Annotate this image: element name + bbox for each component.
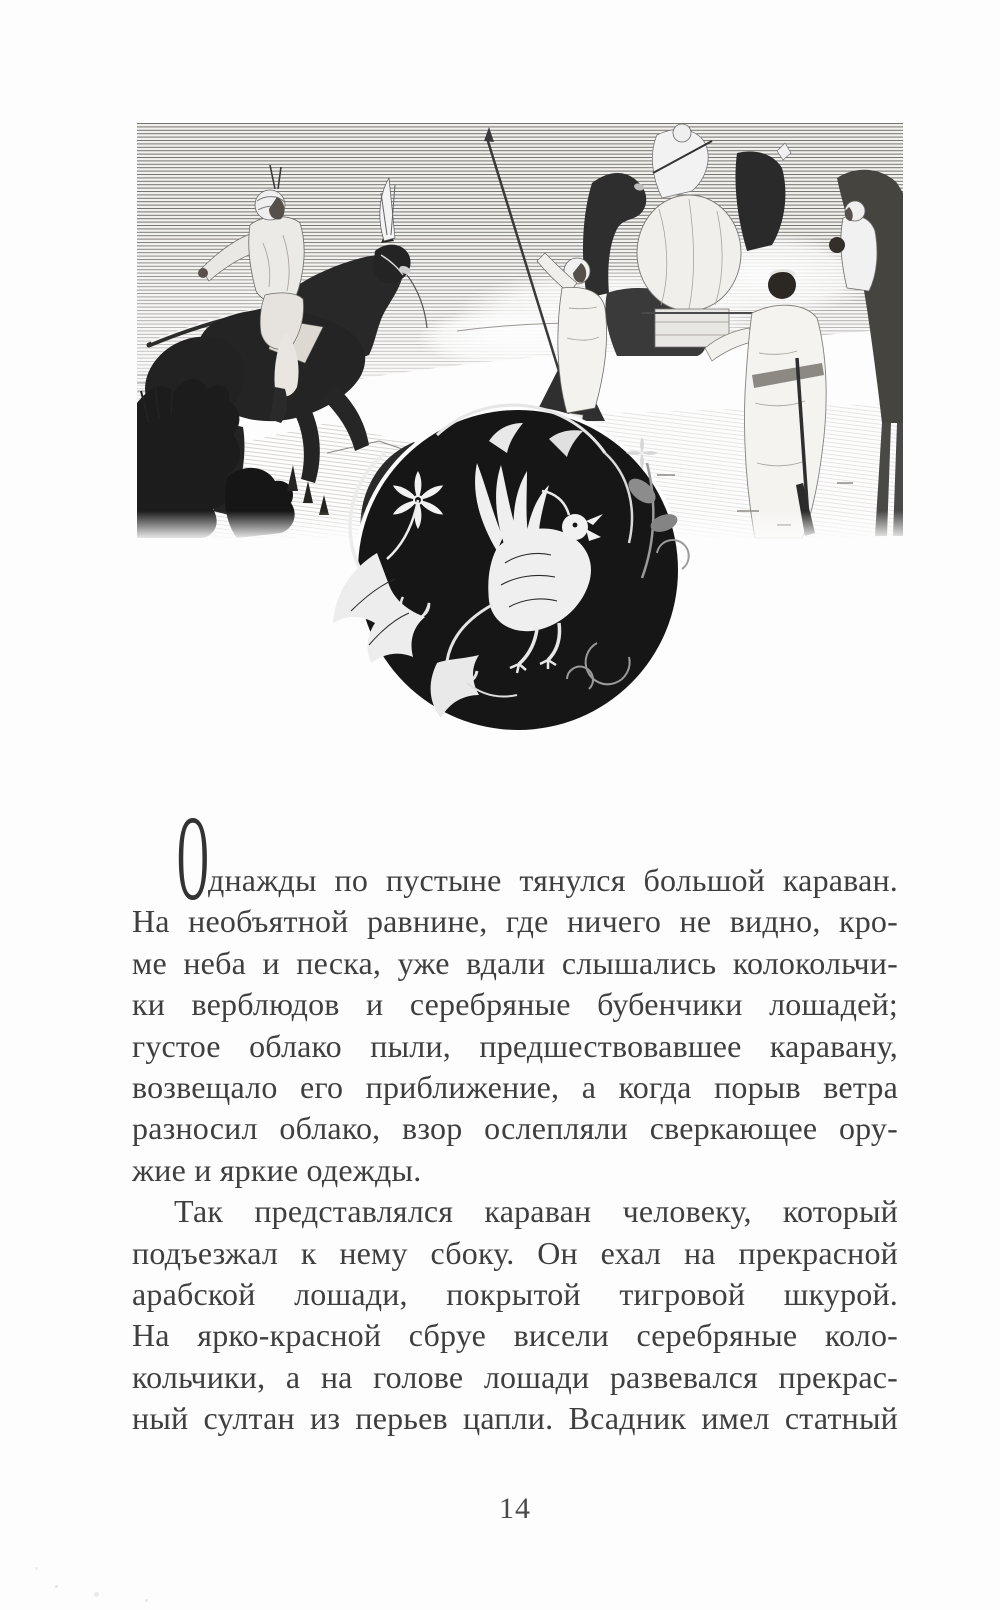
caravan-engraving [137, 123, 903, 733]
text-line: ме неба и песка, уже вдали слышались колокольчи- [132, 944, 898, 981]
text-line: ный султан из перьев цапли. Всадник имел статный [132, 1400, 898, 1437]
text-line: арабской лошади, покрытой тигровой шкурой. [132, 1276, 898, 1313]
page-number: 14 [499, 1492, 531, 1525]
text-line: ки верблюдов и серебряные бубенчики лошадей; [132, 986, 898, 1023]
text-line: разносил облако, взор ослепляли сверкающее ору- [132, 1110, 898, 1147]
drop-cap-letter: О [177, 791, 209, 926]
text-line: возвещало его приближение, а когда порыв ветра [132, 1069, 898, 1106]
text-line: кольчики, а на голове лошади развевался прекрас- [132, 1358, 898, 1395]
text-line: На необъятной равнине, где ничего не видно, кро- [132, 903, 898, 940]
scan-speckles [55, 1585, 58, 1588]
paragraph-1 [132, 860, 898, 1191]
paragraph-2 [132, 1191, 898, 1439]
caravan-illustration [137, 123, 903, 733]
text-line: подъезжал к нему сбоку. Он ехал на прекрасной [132, 1234, 898, 1271]
text-line: На ярко-красной сбруе висели серебряные коло- [132, 1317, 898, 1354]
text-line: Так представлялся караван человеку, который [174, 1193, 898, 1230]
text-line: густое облако пыли, предшествовавшее каравану, [132, 1027, 898, 1064]
text-line: жие и яркие одежды. [132, 1151, 422, 1188]
body-text [132, 791, 898, 1440]
text-line: днажды по пустыне тянулся большой караван. [208, 862, 898, 898]
